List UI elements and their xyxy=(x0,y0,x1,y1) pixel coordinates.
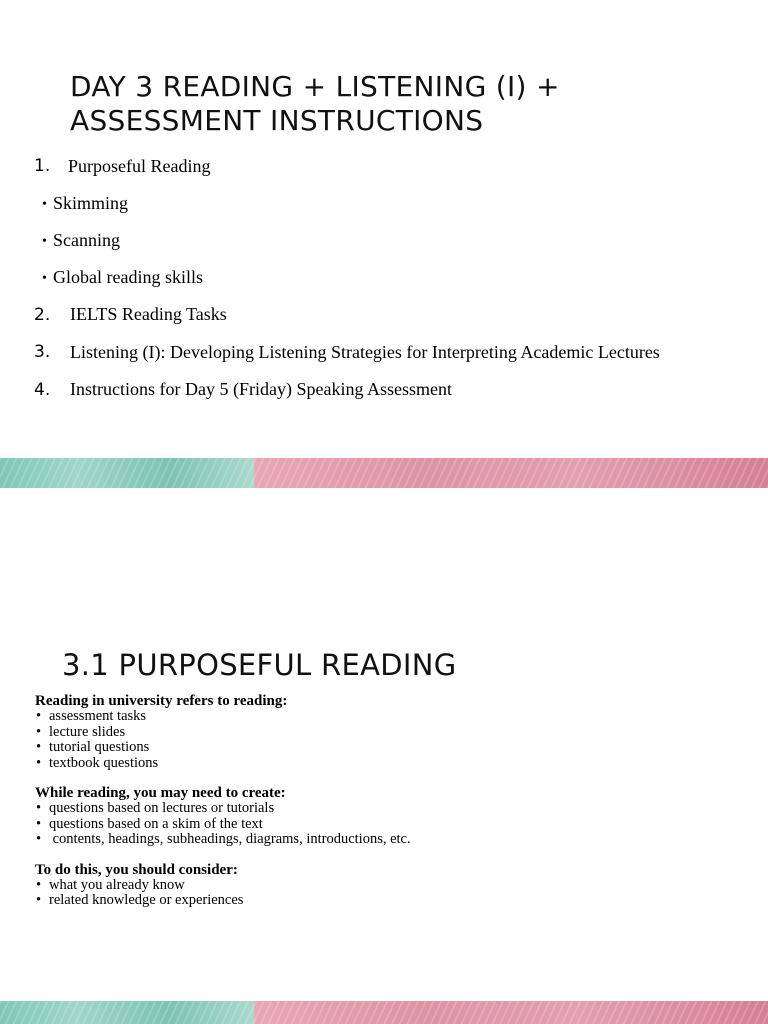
agenda-number: 4. xyxy=(34,380,51,400)
content-group xyxy=(35,693,411,771)
bullet-list xyxy=(35,709,411,771)
slide-1-title xyxy=(70,70,670,138)
list-item: • questions based on lectures or tutorials xyxy=(35,801,411,817)
bullet-icon: • xyxy=(42,234,47,249)
agenda-subitem xyxy=(42,193,128,214)
decorative-band xyxy=(0,458,768,488)
agenda-subitem-text: Skimming xyxy=(53,193,129,213)
slide-2 xyxy=(0,488,768,1024)
content-group xyxy=(35,862,411,909)
agenda-item-text: Listening (I): Developing Listening Strategies for Interpreting Academic Lectures xyxy=(70,342,660,362)
list-item: • textbook questions xyxy=(35,756,411,772)
slide-1-title-line-1: DAY 3 READING + LISTENING (I) + xyxy=(70,70,560,103)
list-item: • assessment tasks xyxy=(35,709,411,725)
bullet-icon: • xyxy=(42,197,47,212)
bullet-icon: • xyxy=(42,271,47,286)
content-group xyxy=(35,785,411,848)
agenda-subitem-text: Scanning xyxy=(53,230,120,250)
list-item: • what you already know xyxy=(35,878,411,894)
slide-1 xyxy=(0,0,768,488)
list-item: • contents, headings, subheadings, diagrams, introductions, etc. xyxy=(35,832,411,848)
slide-2-content xyxy=(35,693,411,923)
group-heading: Reading in university refers to reading: xyxy=(35,693,288,709)
agenda-subitem-text: Global reading skills xyxy=(53,267,203,287)
group-heading: To do this, you should consider: xyxy=(35,861,238,878)
bullet-list xyxy=(35,801,411,848)
agenda-number: 1. xyxy=(34,156,51,176)
agenda-item-text: IELTS Reading Tasks xyxy=(70,304,227,324)
list-item: • related knowledge or experiences xyxy=(35,893,411,909)
bullet-list xyxy=(35,878,411,909)
list-item: • tutorial questions xyxy=(35,740,411,756)
agenda-subitem xyxy=(42,267,203,288)
agenda-item-text: Instructions for Day 5 (Friday) Speaking Assessment xyxy=(70,379,452,399)
agenda-number: 3. xyxy=(34,342,51,362)
group-heading: While reading, you may need to create: xyxy=(35,785,286,801)
agenda-number: 2. xyxy=(34,305,51,325)
slide-1-title-line-2: ASSESSMENT INSTRUCTIONS xyxy=(70,104,484,137)
agenda-subitem xyxy=(42,230,120,251)
agenda-item-text: Purposeful Reading xyxy=(68,156,211,176)
list-item: • questions based on a skim of the text xyxy=(35,817,411,833)
decorative-band xyxy=(0,1001,768,1024)
slide-2-title: 3.1 PURPOSEFUL READING xyxy=(62,648,457,682)
list-item: • lecture slides xyxy=(35,725,411,741)
